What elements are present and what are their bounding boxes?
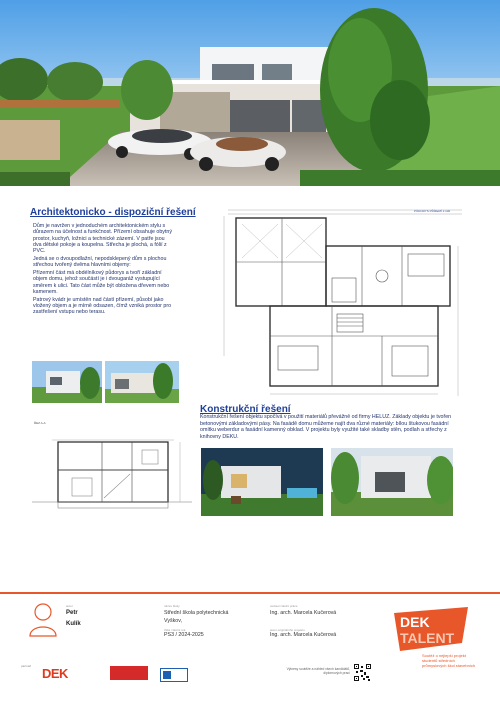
- competition-description: Soutěž o nejlepší projekt studentů středních průmyslových škol stavebních: [422, 653, 476, 668]
- floor-plan-label: PŮDORYS PŘÍZEMÍ 1:100: [414, 209, 451, 213]
- render-thumbnail-terrace: [331, 448, 453, 516]
- paragraph: Přízemní část má obdélníkový půdorys a tvoří základní objem domu, jehož součástí je i dvougaráž vystupující směrem k ulici. Tato část může být obložena dřevem nebo kamenem.: [33, 270, 170, 295]
- section-title-construction: Konstrukční řešení: [200, 404, 291, 415]
- school-label: název školy: [164, 604, 180, 608]
- architecture-description: [33, 223, 173, 317]
- brand-top-text: DEK: [400, 614, 430, 630]
- render-thumbnail-1: [32, 361, 102, 403]
- footer: [0, 592, 500, 708]
- teacher-label: vedoucí školní práce: [270, 604, 298, 608]
- class-label: třída / školní rok: [164, 628, 186, 632]
- paragraph: Dům je navržen v jednoduchém architektonickém stylu s důrazem na účelnost a funkčnost. Přízemí obsahuje obytný prostor, kuchyň, ložnici a technické zázemí. V patře jsou dva dětské pokoje a koupelna. Střecha je plochá, a fólií z PVC.: [33, 223, 172, 255]
- school-city: Vyškov,: [164, 618, 182, 624]
- author-last-name: Kulík: [66, 621, 81, 627]
- render-thumbnail-2: [105, 361, 179, 403]
- render-thumbnail-garden: [201, 448, 323, 516]
- author-first-name: Petr: [66, 610, 78, 616]
- teacher-name: Ing. arch. Marcela Kučerová: [270, 610, 337, 616]
- partners-label: partneři: [21, 664, 32, 668]
- avatar-icon: [28, 602, 58, 643]
- hero-render-image: [0, 0, 500, 186]
- qr-code[interactable]: [354, 664, 371, 681]
- dek-logo: DEK: [42, 666, 68, 681]
- footer-accent-bar: [0, 592, 500, 594]
- section-drawing-label: ŘEZ A-A: [34, 421, 46, 425]
- consultant-label: autor originálního projektu: [270, 628, 305, 632]
- partner-logo-red: [110, 666, 148, 680]
- school-name: Střední škola polytechnická: [164, 610, 229, 616]
- author-label: autor: [66, 604, 73, 608]
- section-title-architecture: Architektonicko - dispoziční řešení: [30, 207, 196, 218]
- paragraph: Jedná se o dvoupodlažní, nepodsklepený dům s plochou střechou tvořený dvěma hlavními objemy:: [33, 255, 167, 269]
- section-drawing: [32, 428, 192, 516]
- partner-logo-blue: [160, 668, 188, 682]
- brand-bottom-text: TALENT: [400, 630, 455, 646]
- qr-description: Výkresy soutěže a náhled všech kandidátů, diplomových prací: [286, 667, 350, 676]
- consultant-name: Ing. arch. Marcela Kučerová: [270, 632, 337, 638]
- class-value: PS3 / 2024-2025: [164, 632, 204, 638]
- dek-talent-logo: [390, 607, 472, 656]
- construction-description: Konstrukční řešení objektu spočívá v použití materiálů převážně od firmy HELUZ. Základy objektu je tvořen betonovými základovými pásy. Na fasádě domu můžeme najít dva různé materiály: bílou štukovou fasádní omítku weberdur a fasádní kamenný obklad. V projektu byly využité také skladby stěn, podlah a střechy z knihovny DEKU.: [200, 414, 452, 440]
- paragraph: Patrový kvádr je umístěn nad částí přízemí, působí jako vložený objem a je mírně odsazen, čímž vzniká prostor pro zastřešení vstupu nebo terasu.: [33, 296, 172, 316]
- floor-plan-drawing: [222, 206, 467, 402]
